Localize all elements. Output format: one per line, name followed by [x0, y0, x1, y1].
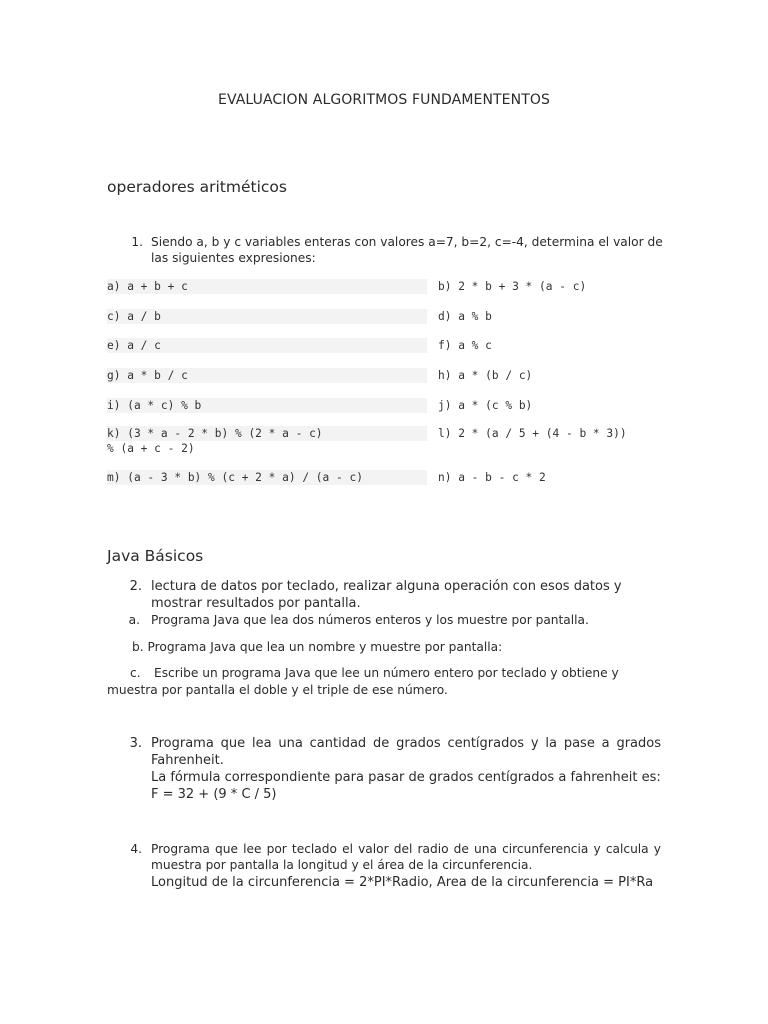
- question-4-text: Programa que lee por teclado el valor del radio de una circunferencia y calcula y muestra por pantalla la longitud y el área de la circunferencia.: [151, 842, 661, 872]
- item-c-line2: muestra por pantalla el doble y el triple de ese número.: [107, 683, 448, 697]
- expression-b: b) 2 * b + 3 * (a - c): [438, 280, 587, 293]
- document-title: EVALUACION ALGORITMOS FUNDAMENTENTOS: [218, 92, 550, 108]
- question-number-4: 4.: [130, 842, 142, 856]
- question-number-2: 2.: [129, 579, 142, 594]
- question-3-formula: F = 32 + (9 * C / 5): [151, 787, 277, 802]
- question-1-text: Siendo a, b y c variables enteras con valores a=7, b=2, c=-4, determina el valor de las siguientes expresiones:: [151, 235, 663, 265]
- expression-h: h) a * (b / c): [438, 369, 533, 382]
- expression-a: a) a + b + c: [107, 279, 427, 294]
- expression-n: n) a - b - c * 2: [438, 471, 546, 484]
- item-c-label: c.: [130, 666, 141, 680]
- section-heading-java-basicos: Java Básicos: [107, 547, 204, 565]
- item-b-text: b. Programa Java que lea un nombre y muestre por pantalla:: [132, 640, 503, 654]
- expression-l: l) 2 * (a / 5 + (4 - b * 3)): [438, 427, 627, 440]
- question-number-3: 3.: [129, 736, 142, 751]
- question-2-text: lectura de datos por teclado, realizar alguna operación con esos datos y mostrar resultados por pantalla.: [151, 579, 622, 611]
- expression-i: i) (a * c) % b: [107, 398, 427, 413]
- expression-m: m) (a - 3 * b) % (c + 2 * a) / (a - c): [107, 470, 427, 485]
- item-c-line1: Escribe un programa Java que lee un número entero por teclado y obtiene y: [154, 666, 619, 680]
- expression-e: e) a / c: [107, 338, 427, 353]
- expression-k-line2: % (a + c - 2): [107, 442, 195, 455]
- question-3-text: Programa que lea una cantidad de grados centígrados y la pase a grados Fahrenheit.: [151, 736, 661, 768]
- expression-j: j) a * (c % b): [438, 399, 533, 412]
- expression-g: g) a * b / c: [107, 368, 427, 383]
- item-a-label: a.: [128, 613, 140, 627]
- section-heading-operadores: operadores aritméticos: [107, 178, 287, 196]
- question-3-formula-intro: La fórmula correspondiente para pasar de grados centígrados a fahrenheit es:: [151, 770, 661, 785]
- item-a-text: Programa Java que lea dos números enteros y los muestre por pantalla.: [151, 613, 589, 627]
- expression-k-line1: k) (3 * a - 2 * b) % (2 * a - c): [107, 426, 427, 441]
- expression-f: f) a % c: [438, 339, 492, 352]
- expression-c: c) a / b: [107, 309, 427, 324]
- expression-d: d) a % b: [438, 310, 492, 323]
- question-number-1: 1.: [131, 235, 143, 249]
- question-4-formula: Longitud de la circunferencia = 2*PI*Radio, Area de la circunferencia = PI*Ra: [151, 875, 654, 890]
